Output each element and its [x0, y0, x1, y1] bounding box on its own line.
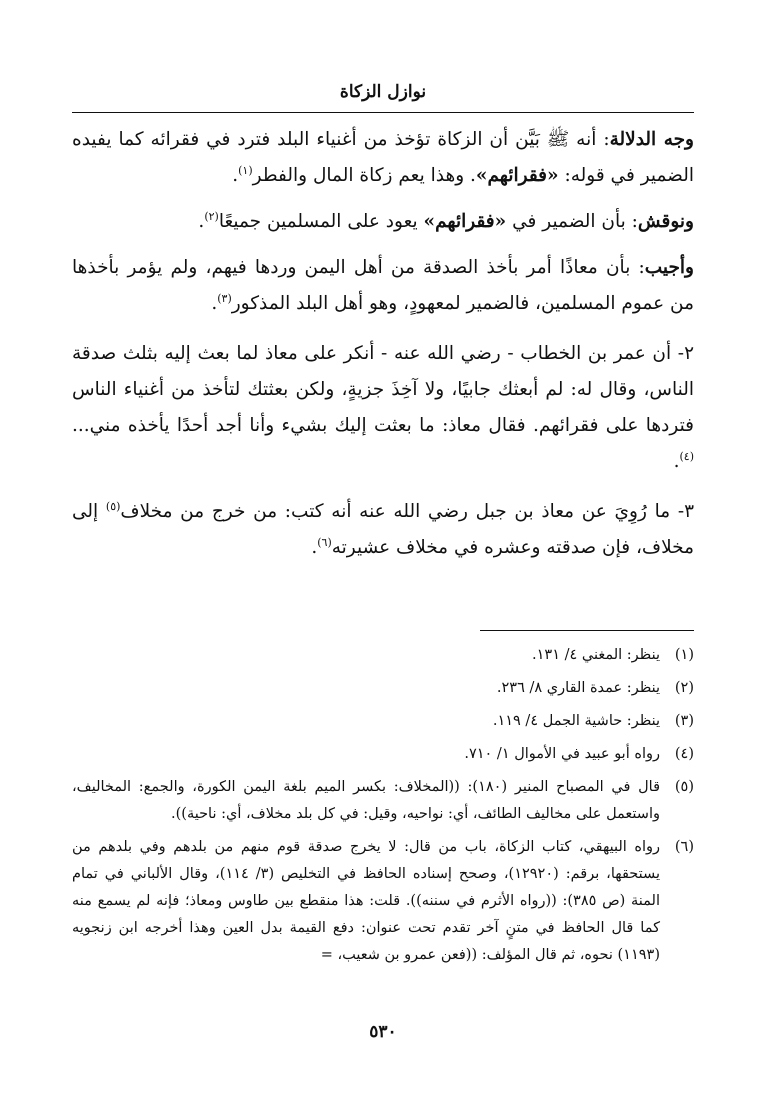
footnote-text: ينظر: حاشية الجمل ٤/ ١١٩.	[492, 713, 660, 729]
paragraph-end: .	[232, 165, 239, 186]
paragraph-answer	[72, 250, 694, 322]
paragraph-point-2	[72, 336, 694, 480]
footnote	[72, 642, 694, 669]
footnote-ref[interactable]: (٣)	[217, 291, 232, 305]
footnote-number: (٣)	[674, 713, 694, 729]
footnote-separator	[480, 630, 694, 631]
footnote	[72, 834, 694, 969]
footnote-ref[interactable]: (٥)	[105, 499, 121, 513]
paragraph-label: وجه الدلالة	[609, 129, 694, 150]
paragraph-end: .	[198, 211, 205, 232]
footnote-ref[interactable]: (٢)	[204, 209, 219, 223]
paragraph-label: ونوقش	[637, 211, 694, 232]
footnote	[72, 708, 694, 735]
paragraph-text: . وهذا يعم زكاة المال والفطر	[252, 165, 476, 186]
paragraph-point-3	[72, 494, 694, 566]
footnote	[72, 675, 694, 702]
footnote	[72, 741, 694, 768]
footnote-ref[interactable]: (٦)	[317, 535, 332, 549]
paragraph-text: يعود على المسلمين جميعًا	[218, 211, 424, 232]
footnote-text: ينظر: عمدة القاري ٨/ ٢٣٦.	[496, 680, 660, 696]
page-number: ٥٣٠	[369, 1022, 397, 1042]
quoted-word: «فقرائهم»	[423, 211, 507, 232]
paragraph-label: وأجيب	[644, 257, 694, 278]
footnote-ref[interactable]: (٤)	[679, 449, 694, 463]
paragraph-objection	[72, 204, 694, 240]
footnote-number: (٦)	[674, 839, 694, 855]
header-rule	[72, 112, 694, 113]
footnote-text: ينظر: المغني ٤/ ١٣١.	[532, 647, 660, 663]
footnote-number: (٢)	[674, 680, 694, 696]
paragraph-end: .	[311, 537, 318, 558]
paragraph-text: ٣- ما رُوِيَ عن معاذ بن جبل رضي الله عنه أنه كتب: من خرج من مخلاف	[120, 501, 695, 522]
footnote-ref[interactable]: (١)	[238, 163, 253, 177]
paragraph-evidence	[72, 122, 694, 194]
paragraph-text: إلى مخلاف، فإن صدقته وعشره في مخلاف عشيرته	[72, 501, 694, 558]
footnote-number: (٥)	[674, 779, 694, 795]
footnote-text: رواه أبو عبيد في الأموال ١/ ٧١٠.	[464, 746, 660, 762]
paragraph-text: : بأن الضمير في	[506, 211, 638, 232]
footnote-number: (٤)	[674, 746, 694, 762]
footnotes	[72, 642, 694, 975]
quoted-word: «فقرائهم»	[475, 165, 559, 186]
footnote-number: (١)	[674, 647, 694, 663]
paragraph-text: : أنه ﷺ بَيَّن أن الزكاة تؤخذ من أغنياء البلد فترد في فقرائه كما يفيده الضمير في قوله:	[72, 129, 694, 186]
paragraph-text: ٢- أن عمر بن الخطاب - رضي الله عنه - أنكر على معاذ لما بعث إليه بثلث صدقة الناس، وقال له: لم أبعثك جابيًا، ولا آخِذَ جزيةٍ، ولكن بعثتك لتأخذ من أغنياء الناس فتردها على فقرائهم. فقال معاذ: ما بعثت إليك بشيء وأنا أجد أحدًا يأخذه مني...	[72, 343, 694, 436]
footnote	[72, 774, 694, 828]
footnote-text: قال في المصباح المنير (١٨٠): ((المخلاف: بكسر الميم بلغة اليمن الكورة، والجمع: المخاليف، واستعمل على مخاليف الطائف، أي: نواحيه، وقيل: في كل بلد مخلاف، أي: ناحية)).	[72, 779, 661, 822]
paragraph-text: : بأن معاذًا أمر بأخذ الصدقة من أهل اليمن وردها فيهم، ولم يؤمر بأخذها من عموم المسلمين، فالضمير لمعهودٍ، وهو أهل البلد المذكور	[72, 257, 694, 314]
running-header: نوازل الزكاة	[339, 82, 427, 102]
paragraph-end: .	[211, 293, 218, 314]
paragraph-end: .	[673, 451, 680, 472]
footnote-text: رواه البيهقي، كتاب الزكاة، باب من قال: لا يخرج صدقة قوم منهم من بلدهم وفي بلدهم من يستحقها، برقم: (١٢٩٢٠)، وصحح إسناده الحافظ في التخليص (٣/ ١١٤)، وقال الألباني في تمام المنة (ص ٣٨٥): ((رواه الأثرم في سننه)). قلت: هذا منقطع بين طاوس ومعاذ؛ فإنه لم يسمع منه كما قال الحافظ في متنٍ آخر تقدم تحت عنوان: دفع القيمة بدل العين وهذا أخرجه ابن زنجويه (١١٩٣) نحوه، ثم قال المؤلف: ((فعن عمرو بن شعيب، =	[72, 839, 660, 963]
main-text	[72, 122, 694, 576]
